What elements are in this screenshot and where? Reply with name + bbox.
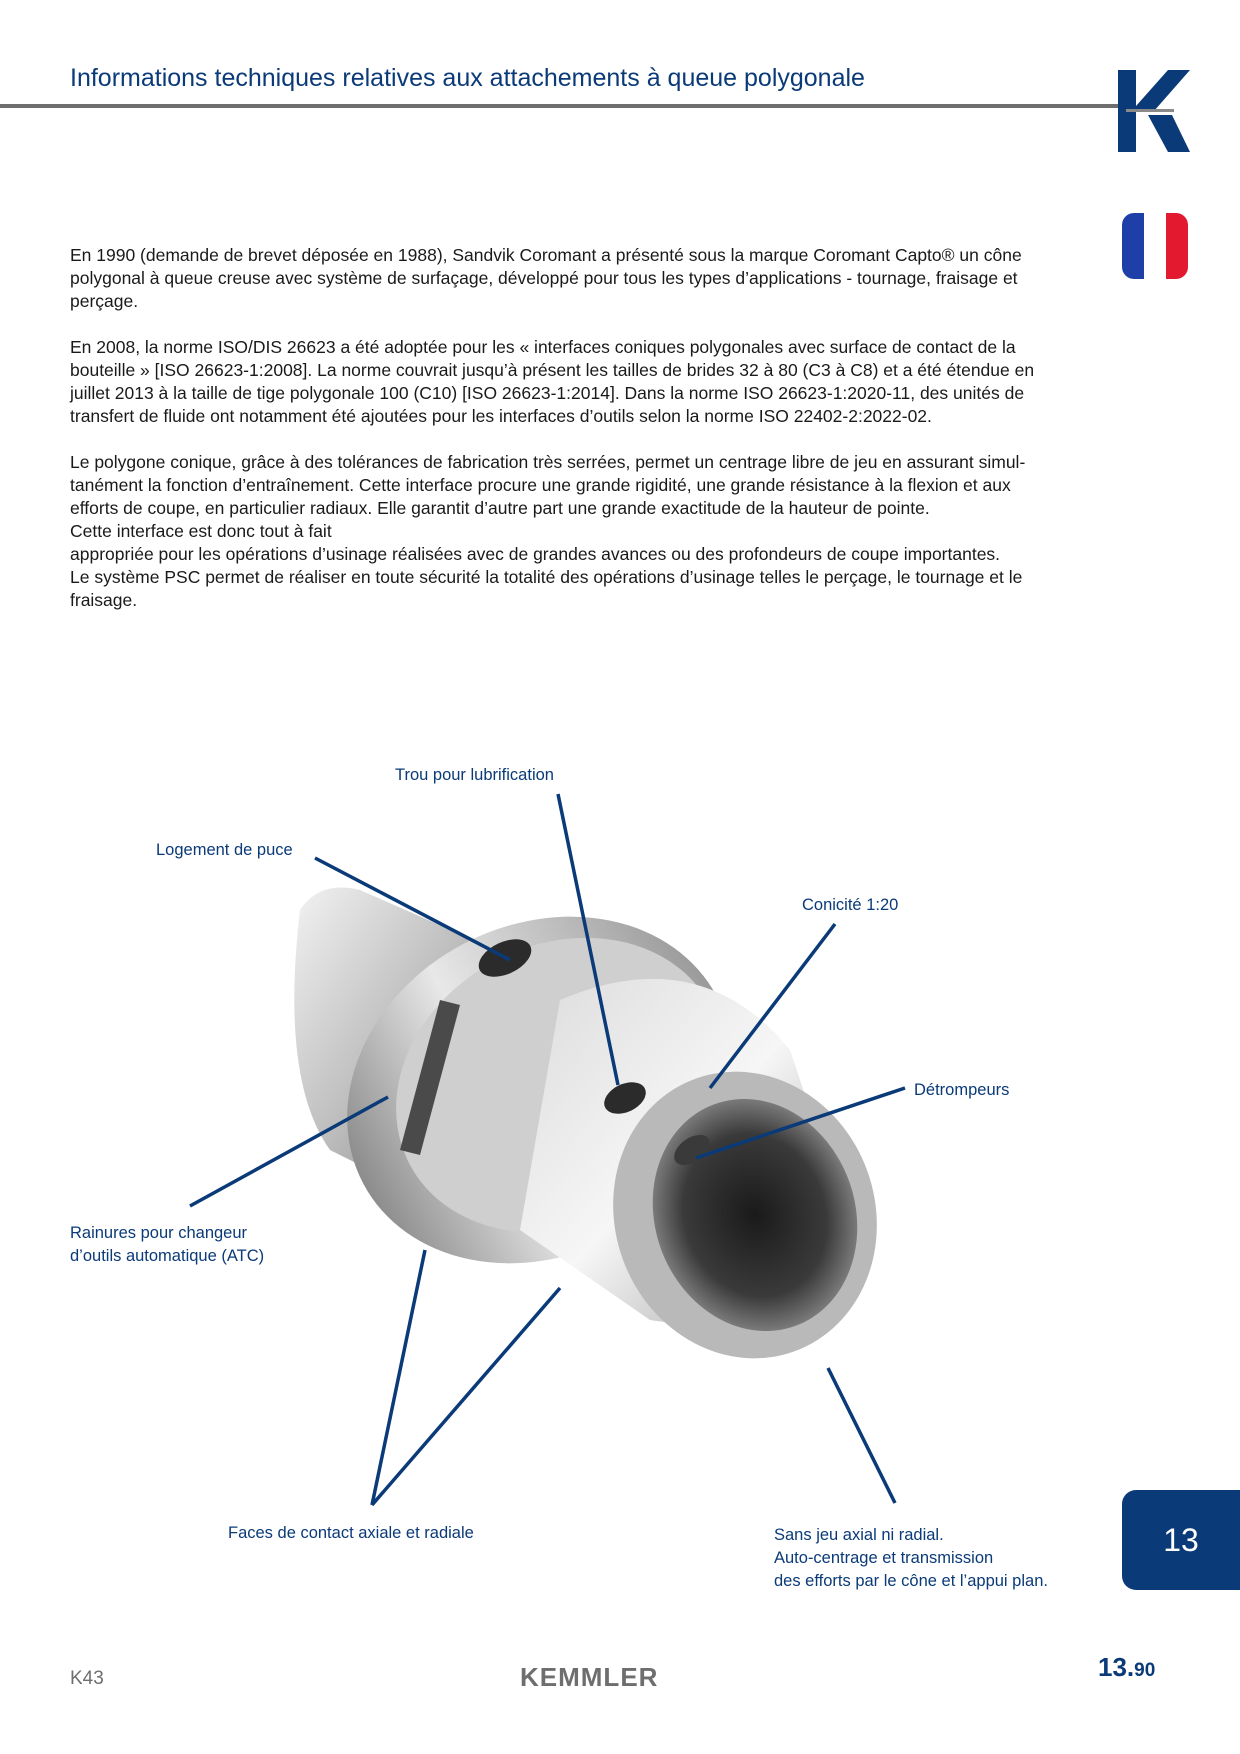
callout-chip-pocket: Logement de puce xyxy=(156,841,293,859)
intro-paragraph: En 1990 (demande de brevet déposée en 1988), Sandvik Coromant a présenté sous la marque Coromant Capto® un cône polygonal à queue creuse avec système de surfaçage, développé pour tous les types d’applications - tournage, fraisage et perçage. En 2008, la norme ISO/DIS 26623 a été adoptée pour les « interfaces coniques polygonales avec surface de contact de la bouteille » [ISO 26623-1:2008]. La norme couvrait jusqu’à présent les tailles de brides 32 à 80 (C3 à C8) et a été étendue en juillet 2013 à la taille de tige polygonale 100 (C10) [ISO 26623-1:2014]. Dans la norme ISO 26623-1:2020-11, des unités de transfert de fluide ont notamment été ajoutées pour les interfaces d’outils selon la norme ISO 22402-2:2022-02. Le polygone conique, grâce à des tolérances de fabrication très serrées, permet un centrage libre de jeu en assurant simul- tanément la fonction d’entraînement. Cette interface procure une grande rigidité, une grande résistance à la flexion et aux efforts de coupe, en particulier radiaux. Elle garantit d’autre part une grande exactitude de la hauteur de pointe. Cette interface est donc tout à fait appropriée pour les opérations d’usinage réalisées avec de grandes avances ou des profondeurs de coupe importantes. Le système PSC permet de réaliser en toute sécurité la totalité des opérations d’usinage telles le perçage, le tournage et le fraisage. xyxy=(70,245,1035,610)
callout-no-play: Sans jeu axial ni radial. Auto-centrage et transmission des efforts par le cône et l’appui plan. xyxy=(774,1526,1048,1590)
page-number: 13.90 xyxy=(1098,1652,1156,1682)
footer-brand: KEMMLER xyxy=(520,1662,659,1692)
footer-code: K43 xyxy=(70,1668,104,1689)
callout-orientation-keys: Détrompeurs xyxy=(914,1081,1010,1099)
callout-atc-grooves: Rainures pour changeur d’outils automatique (ATC) xyxy=(70,1224,265,1265)
page-title: Informations techniques relatives aux attachements à queue polygonale xyxy=(70,64,865,92)
callout-taper: Conicité 1:20 xyxy=(802,896,899,914)
callout-contact-faces: Faces de contact axiale et radiale xyxy=(228,1524,474,1542)
callout-lubrication-hole: Trou pour lubrification xyxy=(395,766,554,784)
chapter-tab[interactable]: 13 xyxy=(1122,1490,1240,1590)
